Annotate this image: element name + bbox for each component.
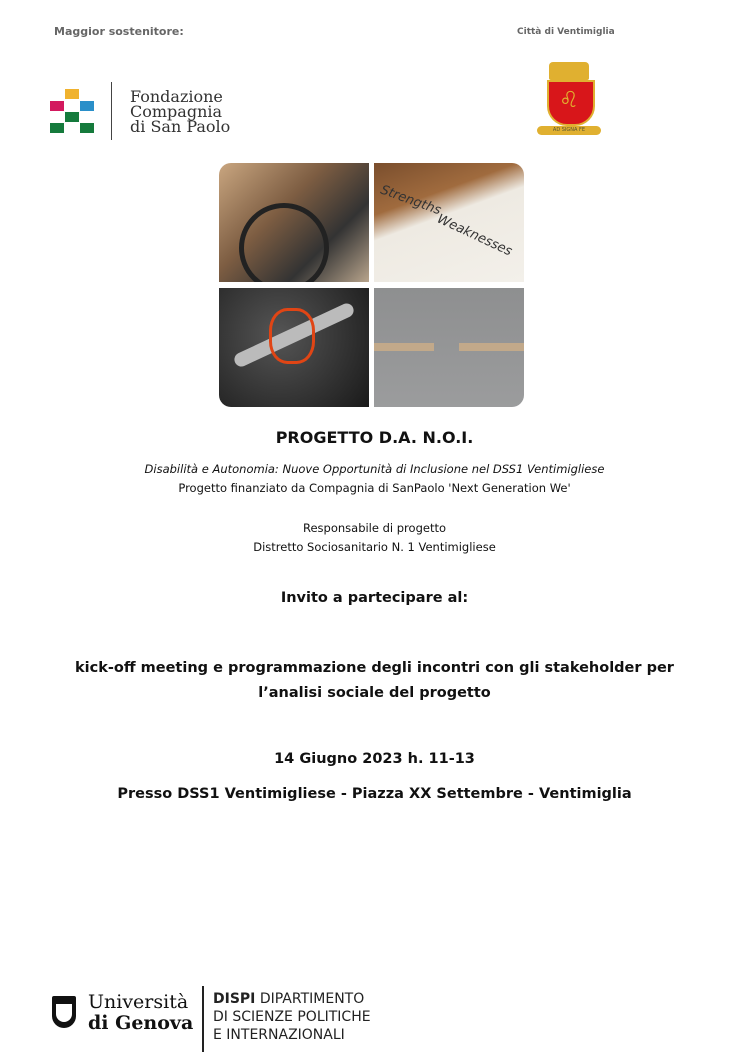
responsible-entity: Distretto Sociosanitario N. 1 Ventimigliese	[253, 540, 496, 554]
photo-wheelchair	[219, 163, 369, 282]
uni-line2: di Genova	[88, 1012, 194, 1034]
photo-grid	[219, 163, 524, 407]
strengths-text: Strengths	[378, 182, 443, 219]
invite-heading: Invito a partecipare al:	[280, 590, 469, 606]
project-subtitle: Disabilità e Autonomia: Nuove Opportunità di Inclusione nel DSS1 Ventimigliese	[144, 462, 605, 476]
weaknesses-text: Weaknesses	[434, 211, 515, 260]
dept-line1: DIPARTIMENTO	[259, 991, 365, 1007]
event-date: 14 Giugno 2023 h. 11-13	[274, 751, 475, 767]
crest-motto: AD SIGNA FE	[537, 126, 601, 135]
dept-line3: E INTERNAZIONALI	[213, 1027, 345, 1043]
project-funding: Progetto finanziato da Compagnia di SanPaolo 'Next Generation We'	[178, 481, 571, 495]
photo-notebook	[374, 163, 524, 282]
photo-chain-rope	[219, 288, 369, 407]
fondazione-compagnia-san-paolo-logo	[50, 85, 250, 145]
ventimiglia-crest	[537, 60, 603, 140]
universita-genova-dispi-logo	[50, 986, 390, 1052]
responsible-label: Responsabile di progetto	[302, 521, 446, 535]
project-title: PROGETTO D.A. N.O.I.	[275, 428, 474, 447]
event-line1: kick-off meeting e programmazione degli incontri con gli stakeholder per	[75, 660, 674, 676]
event-line2: l’analisi sociale del progetto	[258, 685, 491, 701]
unige-shield-icon	[52, 996, 76, 1028]
uni-line1: Università	[88, 991, 189, 1013]
dept-line2: DI SCIENZE POLITICHE	[213, 1009, 371, 1025]
logo-line2: Compagnia	[130, 102, 223, 121]
sponsor-label: Maggior sostenitore:	[54, 25, 184, 38]
logo-line3: di San Paolo	[130, 117, 231, 136]
dept-abbr: DISPI	[213, 991, 256, 1007]
photo-frayed-rope	[374, 288, 524, 407]
lion-icon: ♌	[559, 88, 579, 113]
logo-line1: Fondazione	[130, 87, 223, 106]
event-location: Presso DSS1 Ventimigliese - Piazza XX Settembre - Ventimiglia	[117, 786, 632, 802]
city-label: Città di Ventimiglia	[517, 27, 615, 37]
